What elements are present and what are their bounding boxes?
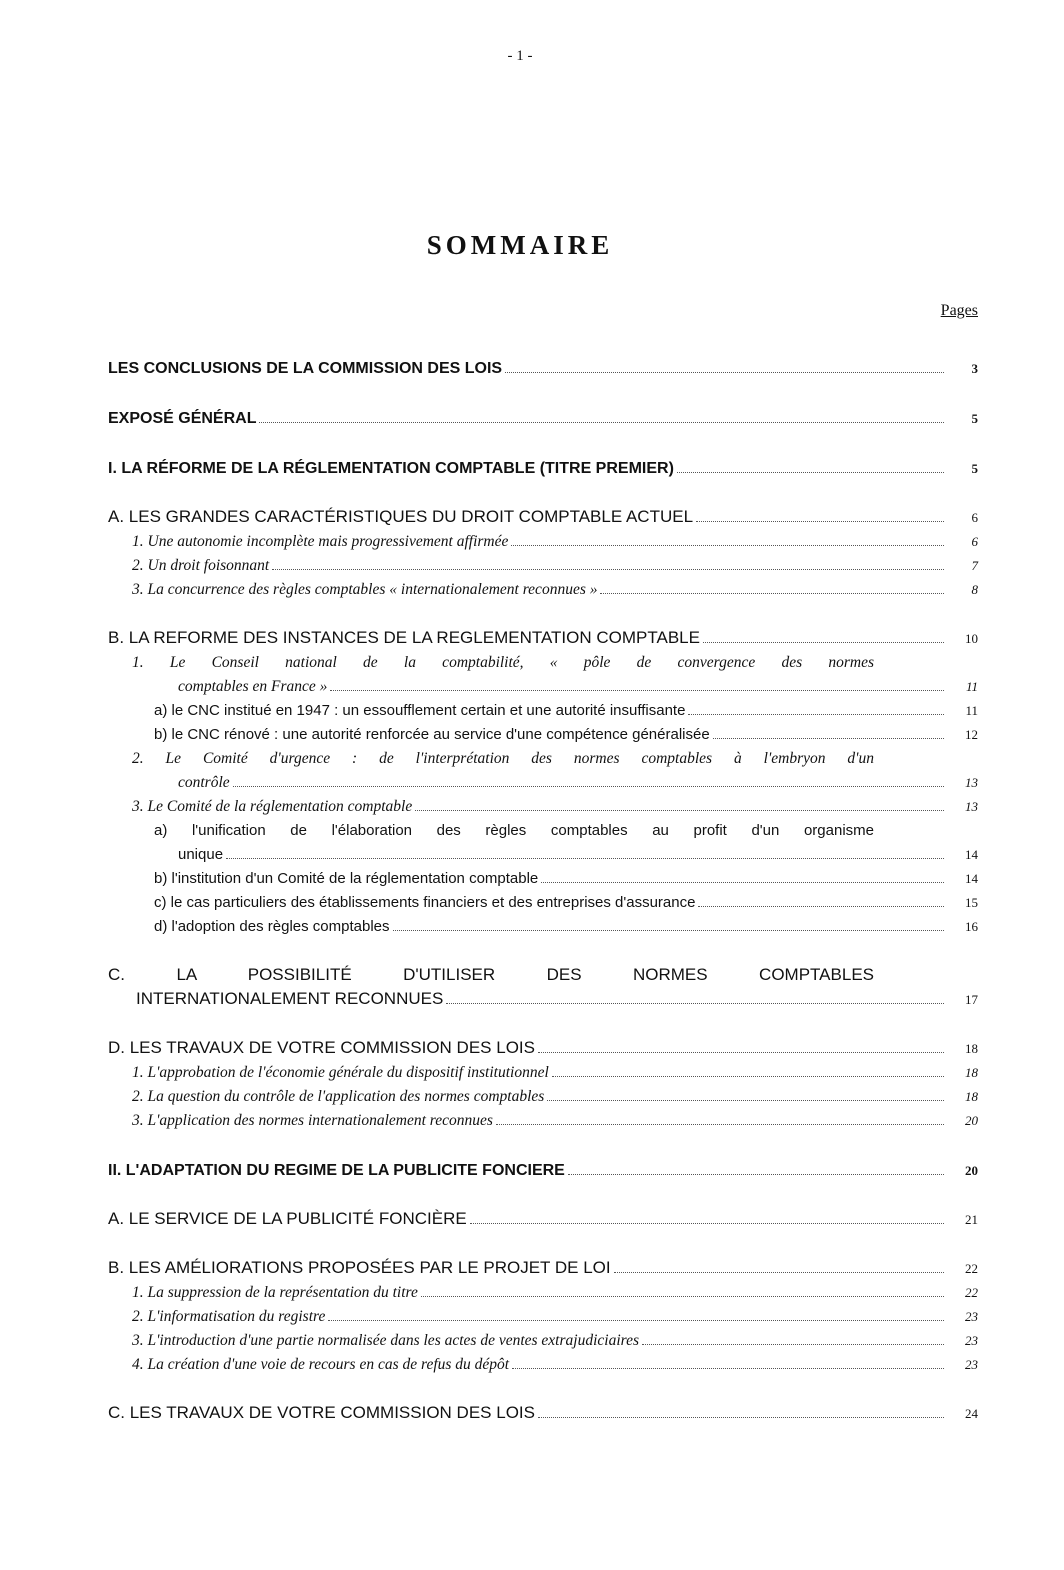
page-number: - 1 -	[507, 48, 533, 64]
toc-entry-label: A. LE SERVICE DE LA PUBLICITÉ FONCIÈRE	[108, 1209, 467, 1228]
leader-dots	[568, 1174, 944, 1175]
toc-entry-label-line1: 2. Le Comité d'urgence : de l'interprétation des normes comptables à l'embryon d'un	[132, 750, 874, 767]
toc-page-number: 11	[965, 679, 978, 694]
toc-entry-subsection	[108, 1061, 978, 1085]
toc-page-number: 22	[965, 1285, 978, 1300]
leader-dots	[538, 1052, 944, 1053]
toc-page-number: 17	[965, 992, 978, 1007]
toc-page-number: 10	[965, 631, 978, 646]
toc-entry-paragraph	[108, 699, 978, 723]
toc-entry-paragraph	[108, 723, 978, 747]
leader-dots	[547, 1100, 944, 1101]
leader-dots	[696, 521, 944, 522]
leader-dots	[505, 372, 944, 373]
toc-entry-label: a) le CNC institué en 1947 : un essoufflement certain et une autorité insuffisante	[154, 702, 686, 719]
toc-page-number: 23	[965, 1309, 978, 1324]
toc-entry-subsection	[108, 1305, 978, 1329]
toc-entry-label: 3. La concurrence des règles comptables « internationalement reconnues »	[132, 581, 598, 598]
toc-page-number: 21	[965, 1212, 978, 1227]
toc-page-number: 24	[965, 1406, 978, 1421]
leader-dots	[677, 472, 944, 473]
leader-dots	[470, 1223, 944, 1224]
toc-entry-label: EXPOSÉ GÉNÉRAL	[108, 410, 257, 427]
toc-entry-paragraph	[108, 915, 978, 939]
toc-page-number: 11	[965, 703, 978, 718]
toc-entry-label-line2: INTERNATIONALEMENT RECONNUES	[136, 989, 444, 1008]
toc-entry-conclusions	[108, 357, 978, 381]
toc-entry-label-line1: a) l'unification de l'élaboration des règles comptables au profit d'un organisme	[154, 822, 874, 839]
toc-page-number: 18	[965, 1089, 978, 1104]
leader-dots	[713, 738, 944, 739]
toc-page-number: 5	[971, 461, 978, 476]
toc-page-number: 20	[965, 1113, 978, 1128]
toc-page-number: 18	[965, 1041, 978, 1056]
leader-dots	[614, 1272, 944, 1273]
page-title: SOMMAIRE	[426, 230, 614, 260]
leader-dots	[446, 1003, 944, 1004]
leader-dots	[421, 1296, 944, 1297]
toc-entry-section-1b	[108, 626, 978, 651]
toc-entry-section-1c	[108, 963, 978, 1012]
leader-dots	[538, 1417, 944, 1418]
toc-entry-label: A. LES GRANDES CARACTÉRISTIQUES DU DROIT COMPTABLE ACTUEL	[108, 507, 694, 526]
leader-dots	[272, 569, 944, 570]
leader-dots	[415, 810, 944, 811]
toc-entry-label-line1: 1. Le Conseil national de la comptabilité, « pôle de convergence des normes	[132, 654, 874, 671]
toc-entry-subsection	[108, 1353, 978, 1377]
toc-page-number: 23	[965, 1357, 978, 1372]
toc-entry-part-2	[108, 1159, 978, 1183]
toc-entry-label: b) l'institution d'un Comité de la réglementation comptable	[154, 870, 539, 887]
leader-dots	[512, 1368, 944, 1369]
toc-entry-paragraph	[108, 867, 978, 891]
toc-entry-label: d) l'adoption des règles comptables	[154, 918, 390, 935]
toc-entry-label: D. LES TRAVAUX DE VOTRE COMMISSION DES LOIS	[108, 1038, 535, 1057]
toc-entry-label-line2: contrôle	[178, 774, 230, 791]
toc-entry-subsection	[108, 1329, 978, 1353]
toc-entry-subsection	[108, 795, 978, 819]
toc-entry-label: 3. L'application des normes internationalement reconnues	[132, 1112, 493, 1129]
toc-entry-subsection	[108, 1085, 978, 1109]
toc-page-number: 8	[971, 582, 978, 597]
toc-page-number: 5	[971, 411, 978, 426]
leader-dots	[600, 593, 944, 594]
toc-entry-label: 2. L'informatisation du registre	[132, 1308, 326, 1325]
toc-entry-subsection	[108, 554, 978, 578]
toc-entry-label: I. LA RÉFORME DE LA RÉGLEMENTATION COMPTABLE (TITRE PREMIER)	[108, 460, 674, 477]
toc-page-number: 14	[965, 871, 978, 886]
toc-entry-subsection	[108, 1281, 978, 1305]
toc-entry-subsection	[108, 1109, 978, 1133]
toc-page-number: 12	[965, 727, 978, 742]
toc-entry-label-line2: unique	[178, 846, 224, 863]
leader-dots	[511, 545, 944, 546]
toc-page-number: 20	[965, 1163, 978, 1178]
toc-entry-label: 1. L'approbation de l'économie générale du dispositif institutionnel	[132, 1064, 549, 1081]
toc-entry-part-1	[108, 457, 978, 481]
toc-page-number: 15	[965, 895, 978, 910]
leader-dots	[328, 1320, 944, 1321]
toc-page-number: 7	[971, 558, 978, 573]
pages-column-label: Pages	[940, 302, 978, 319]
toc-page-number: 6	[971, 510, 978, 525]
toc-page-number: 14	[965, 847, 978, 862]
toc-entry-label: 4. La création d'une voie de recours en cas de refus du dépôt	[132, 1356, 510, 1373]
toc-entry-subsection	[108, 747, 978, 795]
toc-entry-label-line2: comptables en France »	[178, 678, 328, 695]
toc-page-number: 13	[965, 799, 978, 814]
toc-entry-label: LES CONCLUSIONS DE LA COMMISSION DES LOIS	[108, 360, 503, 377]
toc-entry-section-1a	[108, 505, 978, 530]
leader-dots	[552, 1076, 944, 1077]
table-of-contents	[108, 357, 978, 1426]
toc-entry-label: B. LA REFORME DES INSTANCES DE LA REGLEMENTATION COMPTABLE	[108, 628, 700, 647]
toc-entry-label: 3. Le Comité de la réglementation comptable	[132, 798, 413, 815]
toc-entry-label-line1: C. LA POSSIBILITÉ D'UTILISER DES NORMES COMPTABLES	[108, 965, 874, 984]
toc-page-number: 18	[965, 1065, 978, 1080]
leader-dots	[496, 1124, 944, 1125]
toc-page-number: 3	[971, 361, 978, 376]
toc-entry-label: C. LES TRAVAUX DE VOTRE COMMISSION DES LOIS	[108, 1403, 535, 1422]
toc-entry-label: 2. Un droit foisonnant	[132, 557, 270, 574]
leader-dots	[688, 714, 944, 715]
leader-dots	[698, 906, 944, 907]
toc-entry-subsection	[108, 530, 978, 554]
toc-page-number: 13	[965, 775, 978, 790]
toc-entry-label: II. L'ADAPTATION DU REGIME DE LA PUBLICITE FONCIERE	[108, 1162, 565, 1179]
toc-entry-section-1d	[108, 1036, 978, 1061]
toc-entry-label: b) le CNC rénové : une autorité renforcée au service d'une compétence généralisée	[154, 726, 710, 743]
toc-page-number: 22	[965, 1261, 978, 1276]
toc-entry-section-2a	[108, 1207, 978, 1232]
leader-dots	[703, 642, 944, 643]
leader-dots	[330, 690, 944, 691]
toc-entry-paragraph	[108, 891, 978, 915]
leader-dots	[393, 930, 944, 931]
toc-entry-label: 3. L'introduction d'une partie normalisée dans les actes de ventes extrajudiciaires	[132, 1332, 639, 1349]
toc-entry-section-2b	[108, 1256, 978, 1281]
toc-entry-label: 1. Une autonomie incomplète mais progressivement affirmée	[132, 533, 509, 550]
toc-entry-subsection	[108, 578, 978, 602]
toc-entry-section-2c	[108, 1401, 978, 1426]
toc-entry-subsection	[108, 651, 978, 699]
toc-entry-label: c) le cas particuliers des établissements financiers et des entreprises d'assurance	[154, 894, 696, 911]
toc-page-number: 6	[971, 534, 978, 549]
toc-entry-expose-general	[108, 407, 978, 431]
leader-dots	[642, 1344, 944, 1345]
toc-entry-paragraph	[108, 819, 978, 867]
toc-page-number: 23	[965, 1333, 978, 1348]
leader-dots	[259, 422, 944, 423]
toc-entry-label: 1. La suppression de la représentation du titre	[132, 1284, 418, 1301]
toc-page-number: 16	[965, 919, 978, 934]
toc-entry-label: B. LES AMÉLIORATIONS PROPOSÉES PAR LE PROJET DE LOI	[108, 1258, 611, 1277]
leader-dots	[541, 882, 944, 883]
leader-dots	[233, 786, 944, 787]
leader-dots	[226, 858, 944, 859]
toc-entry-label: 2. La question du contrôle de l'application des normes comptables	[132, 1088, 545, 1105]
